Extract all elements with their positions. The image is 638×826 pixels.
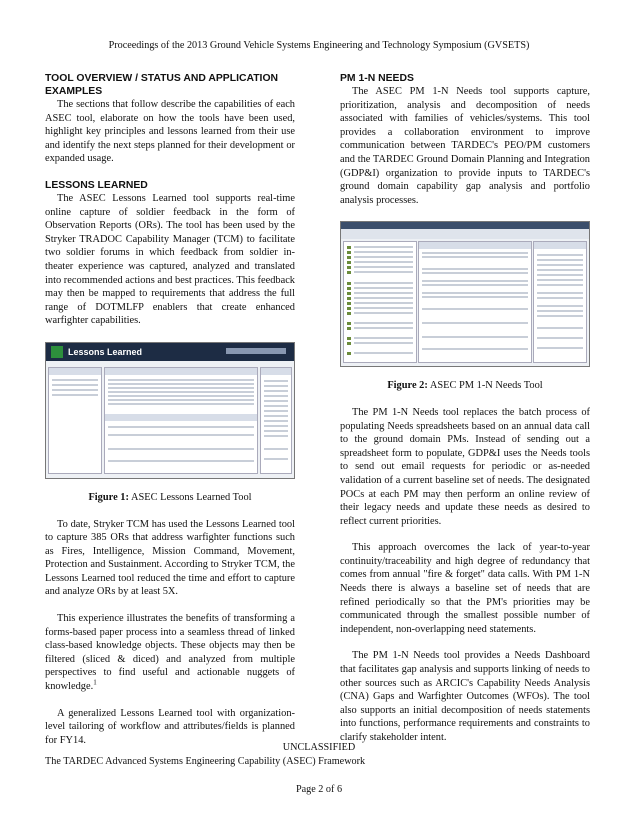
left-column [45,72,295,747]
observation-grid-panel [104,367,258,474]
user-info-bar [226,348,286,354]
paragraph-pm-needs-intro: The ASEC PM 1-N Needs tool supports capture, prioritization, analysis and decomposition of needs associated with families of vehicles/systems. This tool provides a collaboration environment to improve communication between TARDEC's PEO/PM customers and the TARDEC Ground Domain Planning and Integration (GDP&I) organization to provide inputs to TARDEC's ground domain capability gap analysis and portfolio analysis processes. [340,86,590,206]
section-heading-pm-needs: PM 1-N NEEDS [340,73,414,84]
page-number: Page 2 of 6 [295,784,343,795]
observation-detail-panel [260,367,292,474]
needs-tree-panel [343,241,417,363]
section-heading-tool-overview: TOOL OVERVIEW / STATUS AND APPLICATION EXAMPLES [45,73,279,97]
paragraph-tool-overview: The sections that follow describe the capabilities of each ASEC tool, elaborate on how the tools have been used, highlight key principles and lessons learned from their use and identify the next steps planned for their development or expanded usage. [45,99,295,165]
figure-2-caption-text: ASEC PM 1-N Needs Tool [427,380,543,392]
needs-report-panel [533,241,587,363]
app-title-bar [46,343,294,361]
paragraph-generalized-tool: A generalized Lessons Learned tool with organization-level tailoring of workflow and attributes/fields is planned for FY14. [45,707,295,746]
figure-1-screenshot [45,342,295,479]
figure-1-label: Figure 1: [88,491,129,503]
paragraph-knowledge-objects-text: This experience illustrates the benefits of transforming a forms-based paper process into a seamless thread of linked class-based knowledge objects. These objects may then be filtered (sliced & diced) and analyzed from multiple perspectives to find useful and actionable nuggets of knowledge. [45,613,295,693]
app-toolbar [341,229,589,239]
figure-1-caption [45,491,295,505]
app-title: Lessons Learned [68,346,143,357]
running-header: Proceedings of the 2013 Ground Vehicle Systems Engineering and Technology Symposium (GVSETS) [108,40,530,51]
navigation-tree-panel [48,367,102,474]
figure-2-caption [340,379,590,393]
footnote-marker: 1 [93,678,97,687]
paragraph-stryker-usage: To date, Stryker TCM has used the Lessons Learned tool to capture 385 ORs that address warfighter functions such as Fires, Intelligence, Mission Command, Movement, Protection and Sustainment. According to Stryker TCM, the Lessons Learned tool reduced the time and effort to capture and analyze ORs by at least 5X. [45,518,295,598]
paragraph-lessons-learned-intro: The ASEC Lessons Learned tool supports real-time online capture of soldier feedback in the form of Observation Reports (ORs). The tool has been used by the Stryker TRADOC Capability Manager (TCM) to facilitate two soldier forums in which feedback from soldier in-theater experience was captured, analyzed and translated into recommended actions and best practices. This feedback may then be mapped to requirements that address the full range of DOTMLFP enablers that create enhanced warfighter capabilities. [45,192,295,327]
paragraph-needs-dashboard: The PM 1-N Needs tool provides a Needs Dashboard that facilitates gap analysis and supports linking of needs to other sources such as ARCIC's Capability Needs Analysis (CNA) Gaps and Warfighter Outcomes (WFOs). The tool also supports an initial decomposition of needs statements into functions, performance requirements and constraints to clarify stakeholder intent. [340,650,590,743]
paragraph-knowledge-objects [45,612,295,694]
figure-1-caption-text: ASEC Lessons Learned Tool [128,491,252,503]
right-column [340,72,590,745]
paragraph-approach-overcomes: This approach overcomes the lack of year-to-year continuity/traceability and high degree of redundancy that comes from annual "fire & forget" data calls. With PM 1-N Needs there is always a baseline set of needs that are refined periodically so that the PM's priorities may be communicated through the smallest possible number of independent, non-overlapping need statements. [340,542,590,635]
app-title-bar [341,222,589,229]
section-heading-lessons-learned: LESSONS LEARNED [45,179,148,191]
figure-2-label: Figure 2: [387,380,428,392]
needs-grid-panel [418,241,532,363]
footer-framework-title: The TARDEC Advanced Systems Engineering Capability (ASEC) Framework [45,756,366,767]
paragraph-needs-replaces-batch: The PM 1-N Needs tool replaces the batch process of populating Needs spreadsheets based on an annual data call to the ground domain PMs. Instead of sending out a spreadsheet form to populate, GDP&I uses the Needs tools to send out email requests for periodic or as-needed validation of a current baseline set of needs. The designated POCs at each PM may then perform an online review of their legacy needs and update these needs as desired to reflect current priorities. [340,406,590,527]
app-logo-icon [51,346,63,358]
classification-marking: UNCLASSIFIED [282,742,356,753]
figure-2-screenshot [340,221,590,367]
